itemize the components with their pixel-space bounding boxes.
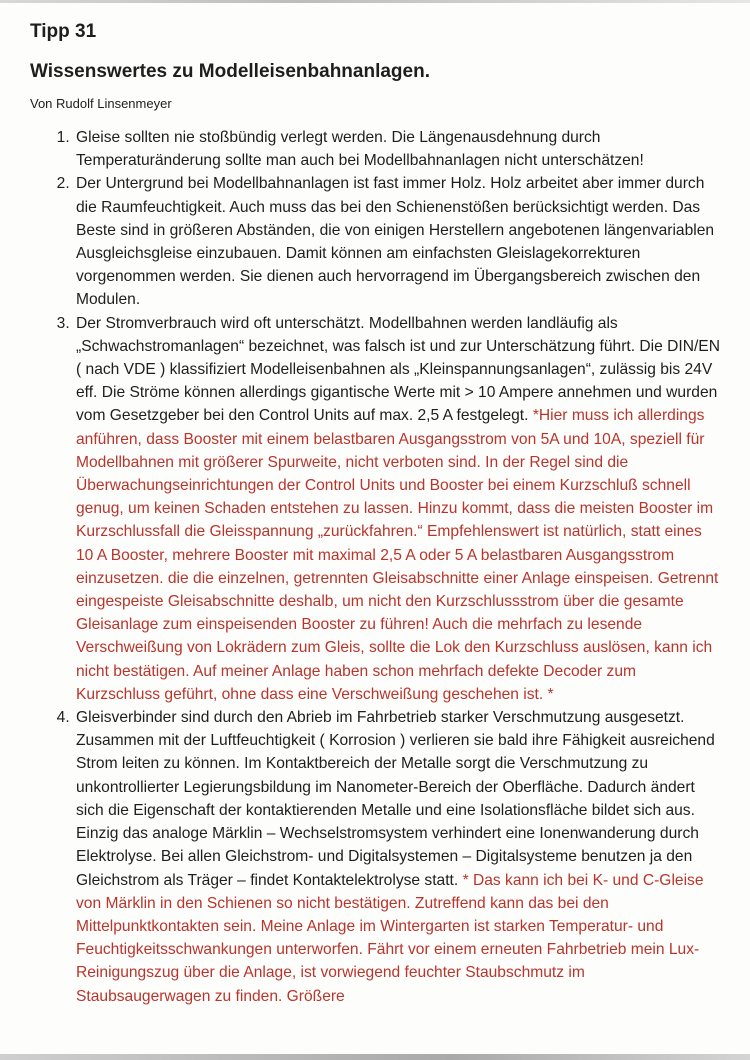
- scan-edge-top: [0, 0, 750, 3]
- author-note: * Das kann ich bei K- und C-Gleise von Märklin in den Schienen so nicht bestätigen. Zutreffend kann das bei den Mittelpunktkontakten sein. Meine Anlage im Wintergarten ist starken Temperatur- und Feuchtigkeitsschwankungen unterworfen. Fährt vor einem erneuten Fahrbetrieb mein Lux-Reinigungszug über die Anlage, ist vorwiegend feuchter Staubschmutz im Staubsaugerwagen zu finden. Größere: [76, 871, 704, 1005]
- list-item: [74, 706, 720, 1008]
- author-line: Von Rudolf Linsenmeyer: [30, 96, 172, 111]
- list-item: [74, 312, 720, 706]
- item-text: Gleisverbinder sind durch den Abrieb im Fahrbetrieb starker Verschmutzung ausgesetzt. Zusammen mit der Luftfeuchtigkeit ( Korrosion ) verlieren sie bald ihre Fähigkeit ausreichend Strom leiten zu können. Im Kontaktbereich der Metalle sorgt die Verschmutzung zu unkontrollierter Legierungsbildung im Nanometer-Bereich der Oberfläche. Dadurch ändert sich die Eigenschaft der kontaktierenden Metalle und eine Isolationsfläche bildet sich aus. Einzig das analoge Märklin – Wechselstromsystem verhindert eine Ionenwanderung durch Elektrolyse. Bei allen Gleichstrom- und Digitalsystemen – Digitalsysteme benutzen ja den Gleichstrom als Träger – findet Kontaktelektrolyse statt.: [76, 709, 715, 889]
- document-title: Wissenswertes zu Modelleisenbahnanlagen.: [30, 61, 430, 82]
- tip-number: Tipp 31: [30, 21, 97, 42]
- tips-list: [30, 126, 720, 1008]
- scan-edge-bottom: [0, 1054, 750, 1060]
- list-item: [74, 126, 720, 172]
- author-note: *Hier muss ich allerdings anführen, dass Booster mit einem belastbaren Ausgangsstrom von 5A und 10A, speziell für Modellbahnen mit größerer Spurweite, nicht verboten sind. In der Regel sind die Überwachungseinrichtungen der Control Units und Booster bei einem Kurzschluß schnell genug, um keinen Schaden entstehen zu lassen. Hinzu kommt, dass die meisten Booster im Kurzschlussfall die Gleisspannung „zurückfahren.“ Empfehlenswert ist natürlich, statt eines 10 A Booster, mehrere Booster mit maximal 2,5 A oder 5 A belastbaren Ausgangsstrom einzusetzen. die die einzelnen, getrennten Gleisabschnitte einer Anlage einspeisen. Getrennt eingespeiste Gleisabschnitte deshalb, um nicht den Kurzschlussstrom über die gesamte Gleisanlage zum einspeisenden Booster zu führen! Auch die mehrfach zu lesende Verschweißung von Lokrädern zum Gleis, sollte die Lok den Kurzschluss auslösen, kann ich nicht bestätigen. Auf meiner Anlage haben schon mehrfach defekte Decoder zum Kurzschluss geführt, ohne dass eine Verschweißung geschehen ist. *: [76, 407, 719, 703]
- list-item: [74, 172, 720, 311]
- item-text: Der Untergrund bei Modellbahnanlagen ist fast immer Holz. Holz arbeitet aber immer durch die Raumfeuchtigkeit. Auch muss das bei den Schienenstößen berücksichtigt werden. Das Beste sind in größeren Abständen, die von einigen Herstellern angebotenen längenvariablen Ausgleichsgleise einzubauen. Damit können am einfachsten Gleislagekorrekturen vorgenommen werden. Sie dienen auch hervorragend im Übergangsbereich zwischen den Modulen.: [76, 175, 715, 309]
- item-text: Gleise sollten nie stoßbündig verlegt werden. Die Längenausdehnung durch Temperaturänderung sollte man auch bei Modellbahnanlagen nicht unterschätzen!: [76, 129, 644, 170]
- item-text: Der Stromverbrauch wird oft unterschätzt. Modellbahnen werden landläufig als „Schwachstromanlagen“ bezeichnet, was falsch ist und zur Unterschätzung führt. Die DIN/EN ( nach VDE ) klassifiziert Modelleisenbahnen als „Kleinspannungsanlagen“, zulässig bis 24V eff. Die Ströme können allerdings gigantische Werte mit > 10 Ampere annehmen und wurden vom Gesetzgeber bei den Control Units auf max. 2,5 A festgelegt.: [76, 314, 720, 425]
